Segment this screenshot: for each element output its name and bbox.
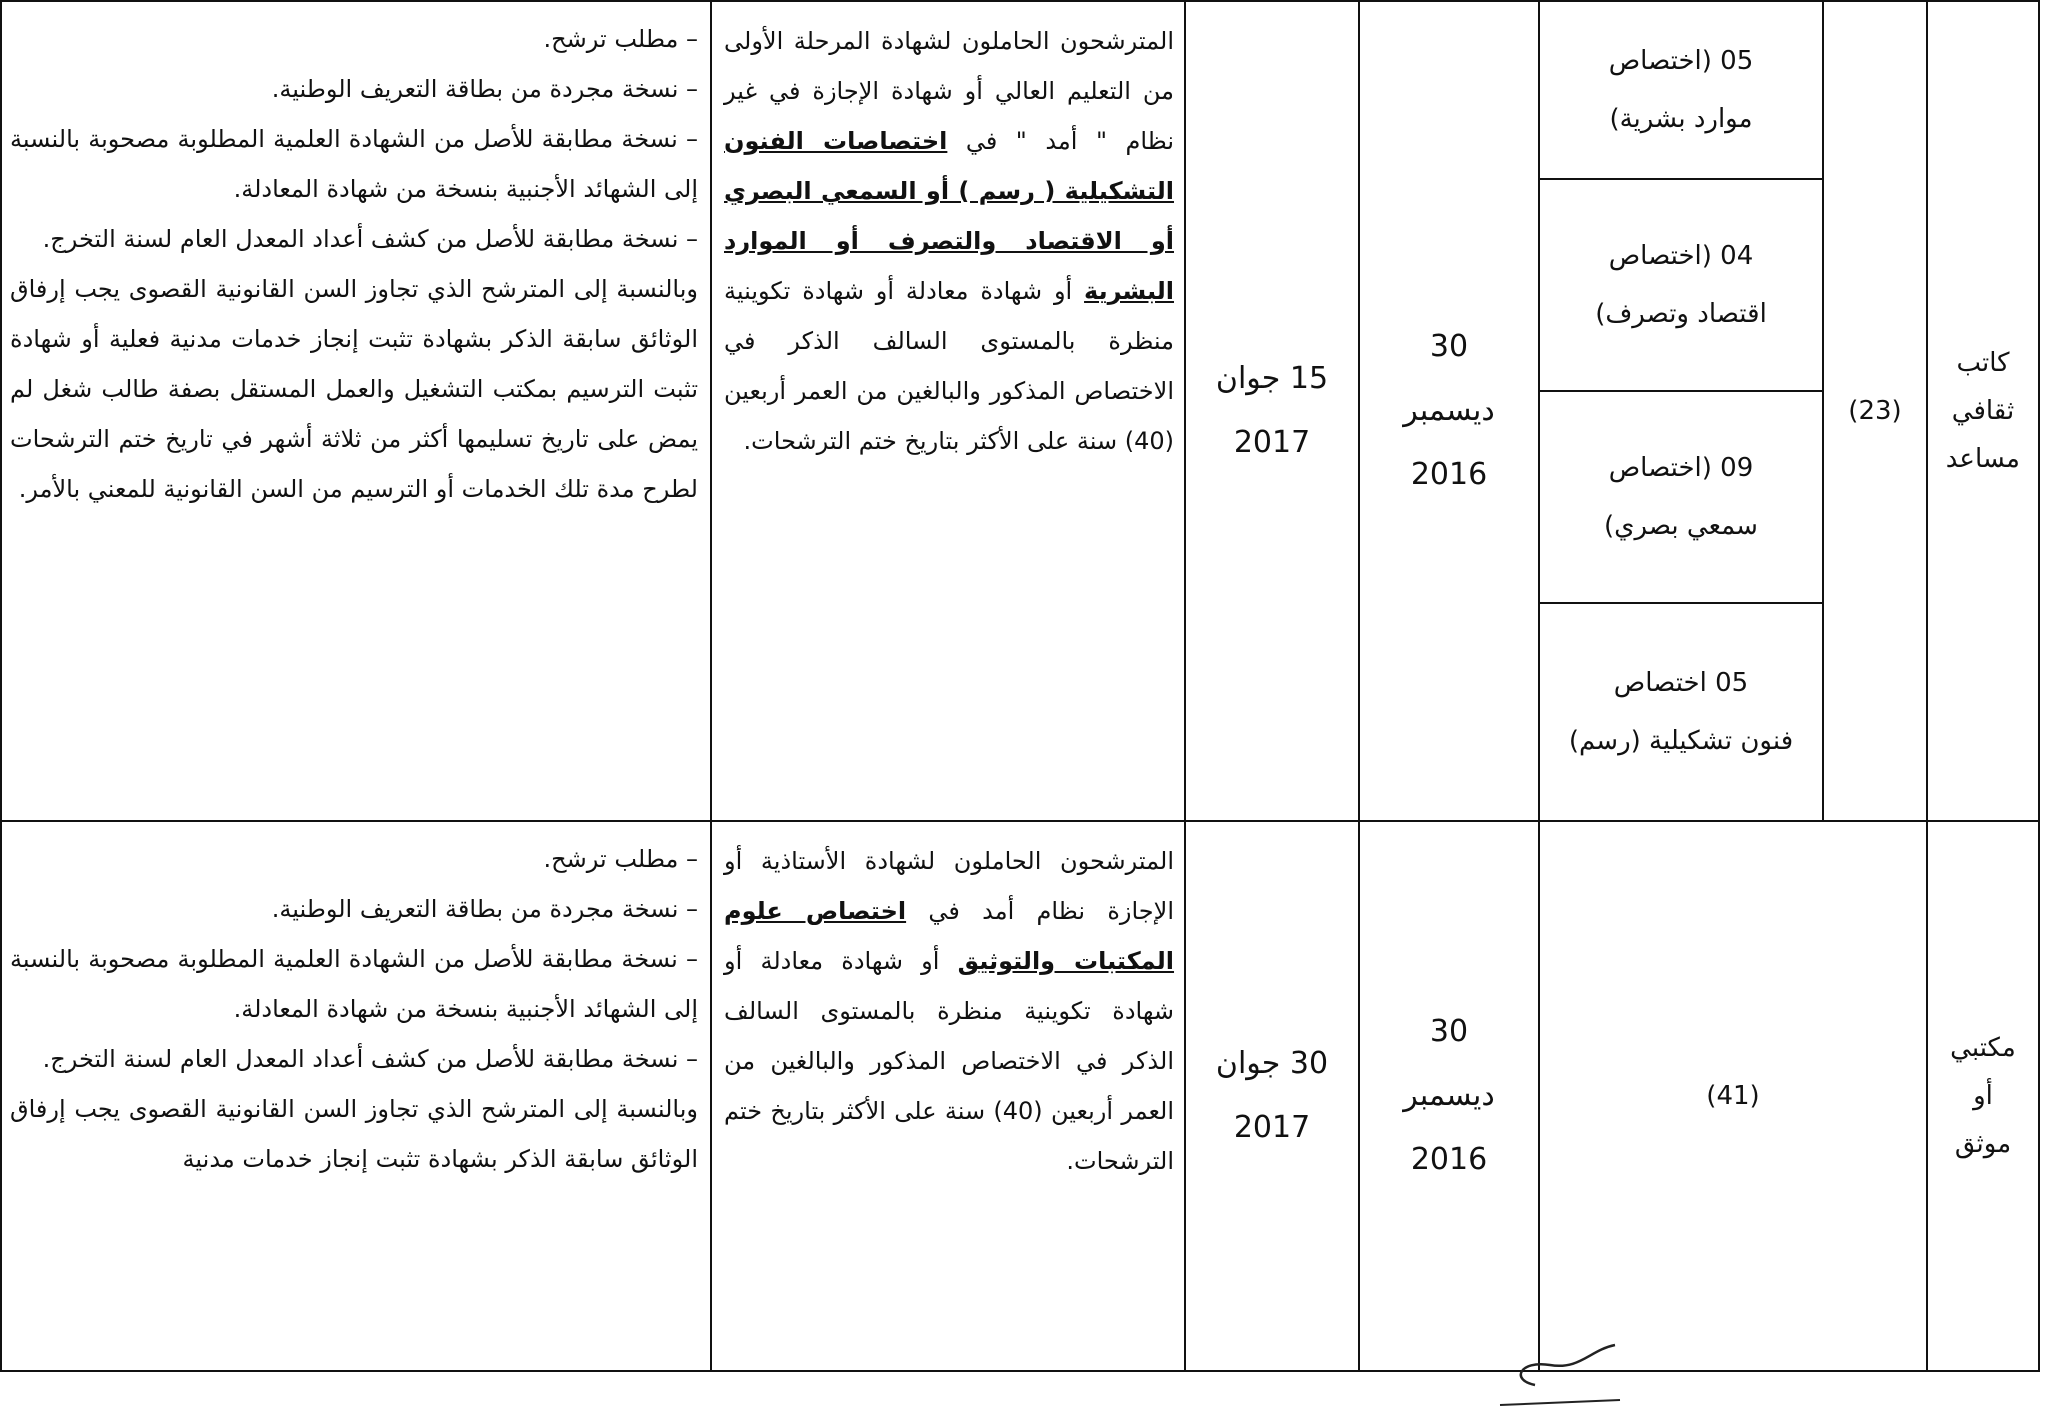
conditions-specialties: اختصاصات الفنون التشكيلية ( رسم ) أو السمعي البصري أو الاقتصاد والتصرف أو الموارد البشرية	[724, 127, 1174, 305]
documents-cell	[1, 821, 711, 1371]
total-cell	[1539, 821, 1927, 1371]
conditions-cell	[711, 821, 1185, 1371]
total-count: (41)	[1706, 1081, 1760, 1111]
total-cell	[1823, 1, 1927, 821]
grade-cell	[1927, 1, 2039, 821]
specialty-list	[1540, 2, 1822, 820]
list-item	[1540, 392, 1822, 604]
specialty-name: موارد بشرية)	[1609, 104, 1753, 134]
specialty-cell	[1539, 1, 1823, 821]
closing-date-cell	[1359, 1, 1539, 821]
grade-label: كاتب ثقافي مساعد	[1945, 348, 2020, 474]
list-item	[1540, 604, 1822, 820]
specialty-name: سمعي بصري)	[1604, 511, 1758, 541]
conditions-specialties: اختصاص علوم المكتبات والتوثيق	[724, 897, 1175, 975]
list-item	[1540, 2, 1822, 180]
closing-date: 30 ديسمبر 2016	[1403, 1014, 1495, 1177]
document-item: – نسخة مطابقة للأصل من الشهادة العلمية المطلوبة مصحوبة بالنسبة إلى الشهائد الأجنبية بنسخة من شهادة المعادلة.	[10, 945, 698, 1023]
grade-cell	[1927, 821, 2039, 1371]
document-note: وبالنسبة إلى المترشح الذي تجاوز السن القانونية القصوى يجب إرفاق الوثائق سابقة الذكر بشهادة تثبت إنجاز خدمات مدنية	[10, 1095, 698, 1173]
exam-date: 15 جوان 2017	[1215, 361, 1329, 460]
conditions-cell	[711, 1, 1185, 821]
document-item: – نسخة مطابقة للأصل من كشف أعداد المعدل العام لسنة التخرج.	[42, 1045, 698, 1073]
document-item: – نسخة مجردة من بطاقة التعريف الوطنية.	[271, 895, 698, 923]
exam-date-cell	[1185, 1, 1359, 821]
document-item: – مطلب ترشح.	[543, 25, 698, 53]
table-row	[1, 821, 2039, 1371]
grade-label: مكتبي أو موثق	[1950, 1033, 2016, 1159]
document-item: – نسخة مطابقة للأصل من كشف أعداد المعدل العام لسنة التخرج.	[42, 225, 698, 253]
specialty-count: 05 (اختصاص	[1608, 46, 1754, 76]
exam-date: 30 جوان 2017	[1215, 1046, 1329, 1145]
conditions-text: المترشحون الحاملون لشهادة المرحلة الأولى من التعليم العالي أو شهادة الإجازة في غير نظام " أمد " في	[724, 27, 1175, 155]
closing-date-cell	[1359, 821, 1539, 1371]
list-item	[1540, 180, 1822, 392]
signature-mark	[1440, 1330, 1640, 1410]
conditions-text: المترشحون الحاملون لشهادة الأستاذية أو الإجازة نظام أمد في	[724, 847, 1174, 925]
total-count: (23)	[1848, 396, 1902, 426]
specialty-count: 09 (اختصاص	[1608, 453, 1754, 483]
specialty-count: 04 (اختصاص	[1608, 241, 1754, 271]
exam-date-cell	[1185, 821, 1359, 1371]
table-row	[1, 1, 2039, 821]
document-note: وبالنسبة إلى المترشح الذي تجاوز السن القانونية القصوى يجب إرفاق الوثائق سابقة الذكر بشهادة تثبت إنجاز خدمات مدنية فعلية أو شهادة تثبت الترسيم بمكتب التشغيل والعمل المستقل بصفة طالب شغل لم يمض على تاريخ تسليمها أكثر من ثلاثة أشهر في تاريخ ختم الترشحات لطرح مدة تلك الخدمات أو الترسيم من السن القانونية للمعني بالأمر.	[10, 275, 698, 503]
specialty-name: اقتصاد وتصرف)	[1595, 299, 1767, 329]
document-item: – نسخة مطابقة للأصل من الشهادة العلمية المطلوبة مصحوبة بالنسبة إلى الشهائد الأجنبية بنسخة من شهادة المعادلة.	[10, 125, 698, 203]
conditions-text-end: أو شهادة معادلة أو شهادة تكوينية منظرة بالمستوى السالف الذكر في الاختصاص المذكور والبالغين من العمر أربعين (40) سنة على الأكثر بتاريخ ختم الترشحات.	[724, 947, 1174, 1175]
conditions-text-end: أو شهادة معادلة أو شهادة تكوينية منظرة بالمستوى السالف الذكر في الاختصاص المذكور والبالغين من العمر أربعين (40) سنة على الأكثر بتاريخ ختم الترشحات.	[724, 277, 1174, 455]
specialty-name: فنون تشكيلية (رسم)	[1568, 726, 1794, 756]
document-item: – مطلب ترشح.	[543, 845, 698, 873]
closing-date: 30 ديسمبر 2016	[1403, 329, 1495, 492]
document-item: – نسخة مجردة من بطاقة التعريف الوطنية.	[271, 75, 698, 103]
documents-cell	[1, 1, 711, 821]
specialty-count: 05 اختصاص	[1613, 668, 1749, 698]
